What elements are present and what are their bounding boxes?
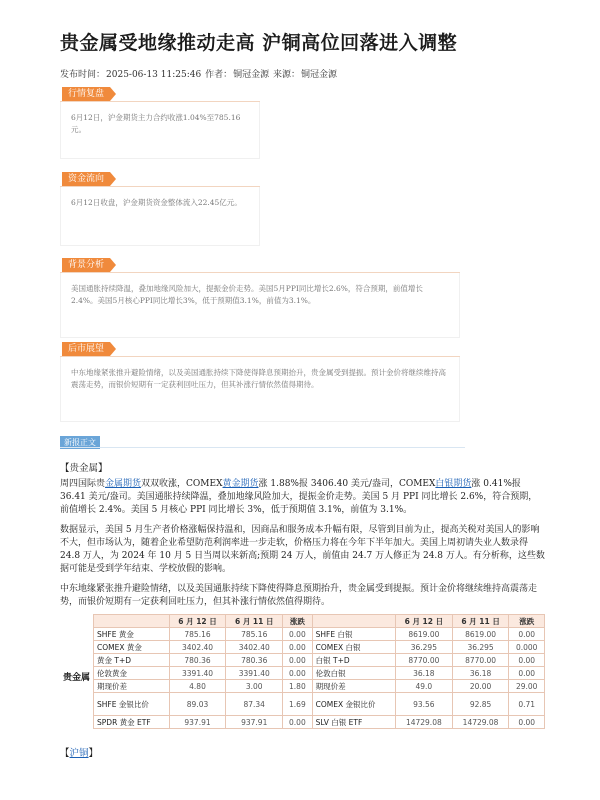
section-background [60,258,460,338]
news-divider [60,447,465,448]
table-header [94,615,170,628]
section-market-review [60,87,260,159]
link-metal-futures[interactable]: 金属期货 [105,479,142,489]
news-label: 新报正文 [60,436,100,449]
table-header: 6 月 12 日 [396,615,453,628]
section-tag: 后市展望 [62,342,110,356]
source: 铜冠金源 [301,70,338,80]
table-row: COMEX 黄金 3402.40 3402.40 0.00 COMEX 白银 36.295 36.295 0.000 [60,641,545,654]
table-header-row [60,615,545,628]
section-tag: 行情复盘 [62,87,110,101]
news-paragraph-2: 数据显示，美国 5 月生产者价格涨幅保持温和，因商品和服务成本升幅有限，尽管到目前为止，提高关税对美国人的影响不大，但市场认为，随着企业希望防范利润率进一步走软，价格压力将在今年下半年加大。美国上周初请失业人数录得 24.8 万人，为 2024 年 10 月 5 日当周以来新高;预期 24 万人，前值由 24.7 万人修正为 24.8 万人。有分析称，这些数据可能是受到学年结束、学校放假的影响。 [60,525,545,574]
section-capital-flow [60,172,260,246]
section-tag: 资金流向 [62,172,110,186]
article-meta [60,67,338,80]
author-label: 作者： [205,70,233,80]
article-title: 贵金属受地缘推动走高 沪铜高位回落进入调整 [60,32,458,54]
table-row: SPDR 黄金 ETF 937.91 937.91 0.00 SLV 白银 ETF 14729.08 14729.08 0.00 [60,716,545,729]
link-copper[interactable]: 沪铜 [69,748,89,759]
table-row: 贵金属 SHFE 黄金 785.16 785.16 0.00 SHFE 白银 8619.00 8619.00 0.00 [60,628,545,641]
precious-metals-table [60,614,545,729]
news-category: 【贵金属】 [60,463,108,474]
table-side-label: 贵金属 [60,628,94,729]
table-header: 6 月 11 日 [226,615,283,628]
section-text: 6月12日收盘，沪金期货资金整体流入22.45亿元。 [60,187,260,246]
publish-time: 2025-06-13 11:25:46 [106,70,202,80]
footer-category: 【沪铜】 [60,748,99,759]
section-text: 6月12日，沪金期货主力合约收涨1.04%至785.16元。 [60,102,260,159]
table-header: 6 月 12 日 [169,615,226,628]
table-header: 涨跌 [509,615,545,628]
table-row: 期现价差 4.80 3.00 1.80 期现价差 49.0 20.00 29.00 [60,680,545,693]
table-row: 伦敦黄金 3391.40 3391.40 0.00 伦敦白银 36.18 36.18 0.00 [60,667,545,680]
table-header: 涨跌 [283,615,313,628]
section-outlook [60,342,460,422]
link-silver-futures[interactable]: 白银期货 [435,479,472,489]
source-label: 来源： [272,70,300,80]
section-tag: 背景分析 [62,258,110,272]
table-header [312,615,395,628]
section-text: 美国通胀持续降温，叠加地缘风险加大，提振金价走势。美国5月PPI同比增长2.6%，符合预期，前值增长2.4%。美国5月核心PPI同比增长3%，低于预期值3.1%，前值为3.1%。 [60,273,460,338]
news-paragraph-3: 中东地缘紧张推升避险情绪，以及美国通胀持续下降使得降息预期抬升，贵金属受到提振。预计金价将继续维持高震荡走势，而银价短期有一定获利回吐压力，但其补涨行情依然值得期待。 [60,584,538,607]
table-row: SHFE 金银比价 89.03 87.34 1.69 COMEX 金银比价 93.56 92.85 0.71 [60,693,545,716]
author: 铜冠金源 [233,70,270,80]
meta-prefix: 发布时间： [60,70,106,80]
table-header: 6 月 11 日 [452,615,509,628]
link-gold-futures[interactable]: 黄金期货 [222,479,259,489]
table-row: 黄金 T+D 780.36 780.36 0.00 白银 T+D 8770.00 8770.00 0.00 [60,654,545,667]
news-paragraph-1: 周四国际贵金属期货双双收涨，COMEX黄金期货涨 1.88%报 3406.40 美元/盎司，COMEX白银期货涨 0.41%报 36.41 美元/盎司。美国通胀持续降温，叠加地缘风险加大，提振金价走势。美国 5 月 PPI 同比增长 2.6%，符合预期，前值增长 2.4%。美国 5 月核心 PPI 同比增长 3%，低于预期值 3.1%，前值为 3.1%。 [60,479,538,515]
section-text: 中东地缘紧张推升避险情绪，以及美国通胀持续下降使得降息预期抬升，贵金属受到提振。预计金价将继续维持高震荡走势，而银价短期有一定获利回吐压力，但其补涨行情依然值得期待。 [60,357,460,422]
